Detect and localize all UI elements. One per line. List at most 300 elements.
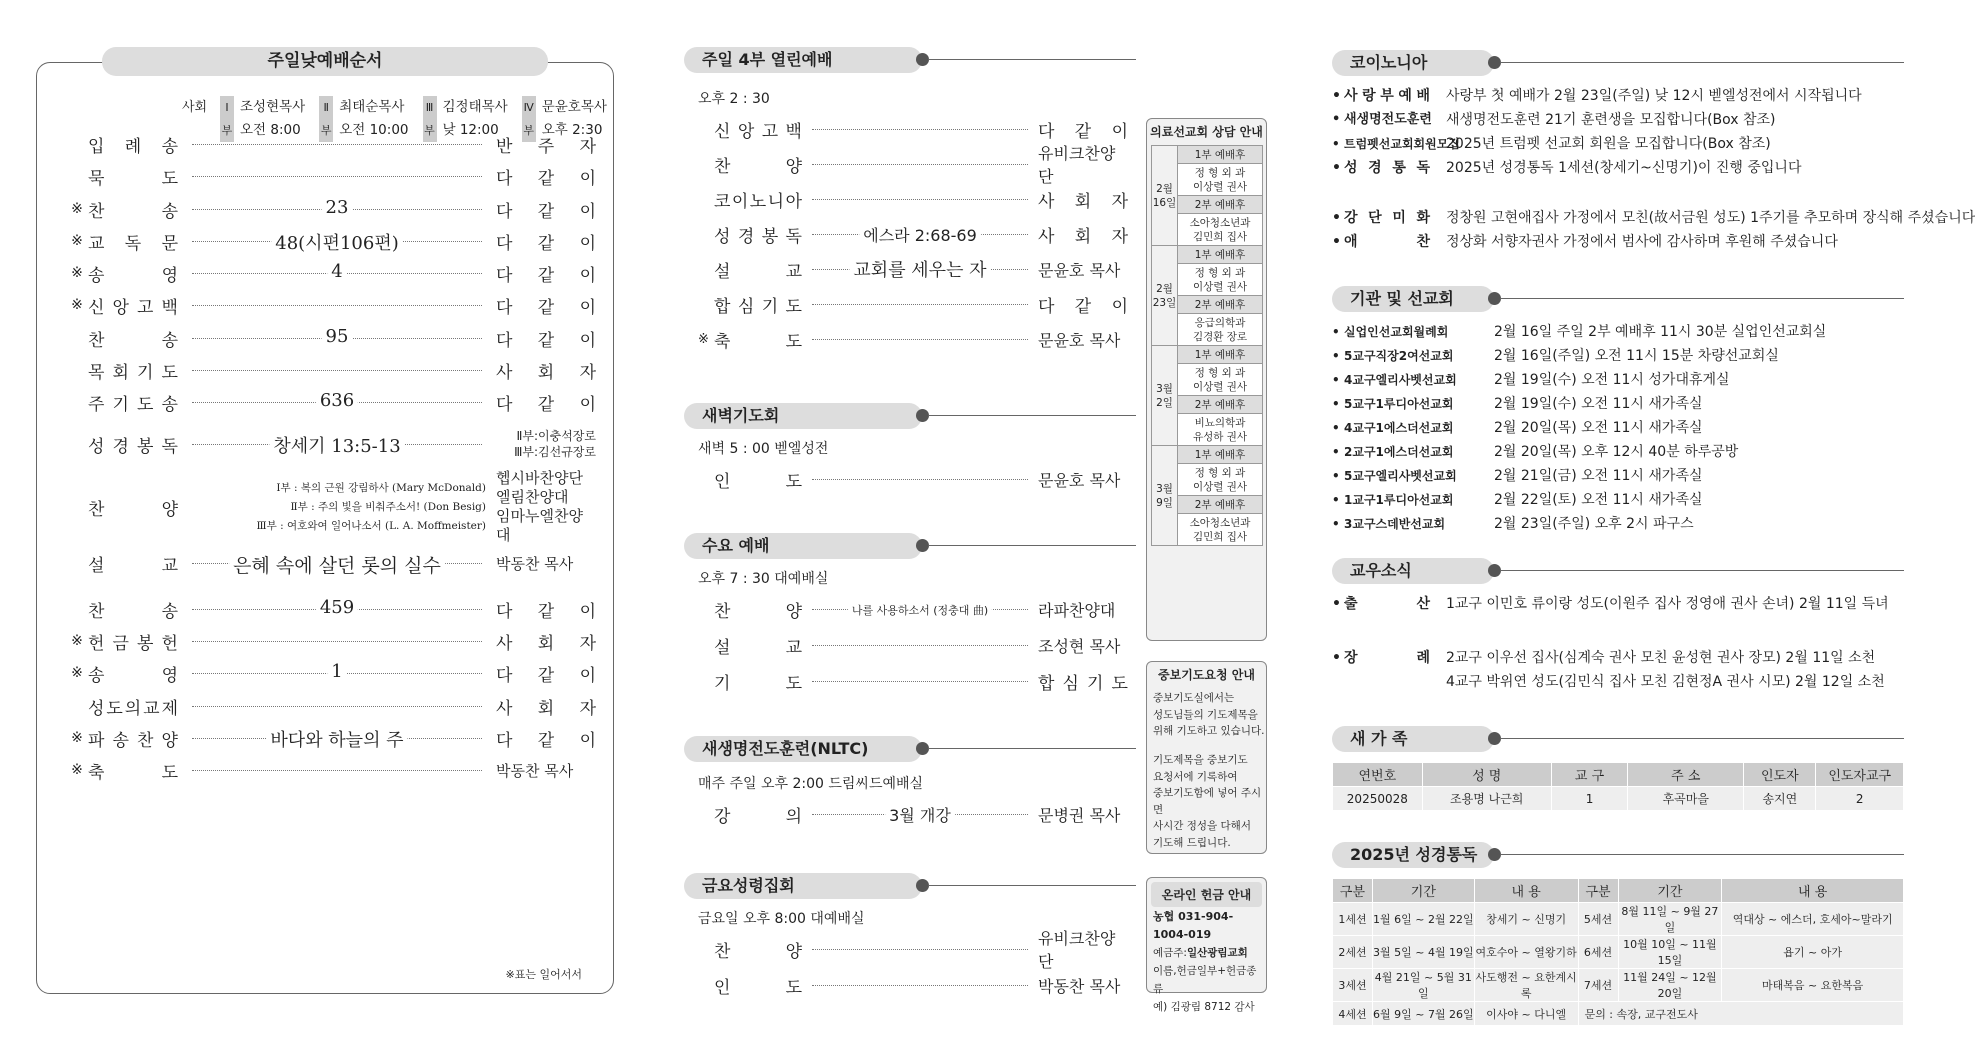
item-leader-char: 다 (496, 201, 513, 222)
item-leader-char: 다 (496, 233, 513, 254)
consult-slot: 1부 예배후 (1178, 146, 1263, 164)
birth-text: 1교구 이민호 류이랑 성도(이원주 집사 정영애 권사 손녀) 2월 11일 득녀 (1446, 596, 1889, 612)
table-cell: 8월 11일 ~ 9월 27일 (1618, 903, 1722, 936)
consult-slot: 1부 예배후 (1178, 346, 1263, 364)
order-row (66, 326, 596, 350)
anthem-line: Ⅱ부 : 주의 빛을 비춰주소서! (Don Besig) (290, 500, 486, 513)
leader-time: 낮 12:00 (442, 122, 499, 138)
medical-title: 의료선교회 상담 안내 (1150, 125, 1263, 139)
item-leader (496, 661, 596, 686)
item-content: 1 (327, 661, 346, 682)
item-name-char: 찬 (88, 201, 105, 222)
leader-name: 문윤호목사 (541, 99, 607, 115)
order-row (66, 197, 596, 221)
sermon-title: 은혜 속에 살던 롯의 실수 (229, 551, 445, 578)
leader-dots (192, 661, 482, 685)
item-name (714, 669, 802, 694)
item-content: 95 (322, 326, 353, 347)
item-leader-char: 다 (1038, 121, 1055, 142)
leader-name: 조성현목사 (240, 99, 306, 115)
table-cell: 문의 : 속장, 교구전도사 (1578, 1002, 1903, 1026)
item-name-char: 설 (88, 555, 105, 576)
item-name-char: 성 (88, 698, 105, 719)
news-key (1332, 230, 1430, 254)
consult-slot: 2부 예배후 (1178, 196, 1263, 214)
item-leader-char: 사 (496, 362, 513, 383)
order-row (66, 132, 596, 156)
table-cell: 1세션 (1333, 903, 1373, 936)
news-item (1332, 206, 1975, 230)
item-leader (1038, 328, 1128, 351)
item-name-char: 봉 (761, 226, 779, 247)
section-header (684, 736, 1136, 762)
item-name-char: 찬 (714, 156, 731, 177)
koinonia-list (1332, 84, 1862, 180)
item-name-char: 송 (88, 265, 105, 286)
item-name (714, 152, 802, 177)
item-leader-char: 이 (579, 297, 596, 318)
service-row (698, 632, 1128, 658)
doctor-line: 이상렬 권사 (1192, 380, 1248, 393)
consult-slot: 2부 예배후 (1178, 496, 1263, 514)
missions-header (1332, 286, 1904, 312)
leader-dots (812, 972, 1028, 998)
table-cell: 2 (1816, 787, 1904, 811)
service-row (698, 144, 1128, 186)
item-leader (496, 629, 596, 654)
news-item (1332, 320, 1826, 344)
doctor-line: 이상렬 권사 (1192, 280, 1248, 293)
item-name-char: 이 (731, 191, 749, 212)
news-key-text: • 3교구스데반선교회 (1344, 517, 1446, 531)
item-name (88, 326, 178, 351)
prayer-line: 기도해 드립니다. (1153, 836, 1231, 849)
news-key-text: • 새생명전도훈련 (1344, 112, 1432, 127)
item-name-char: 양 (161, 499, 178, 520)
table-header: 성 명 (1422, 763, 1551, 787)
news-key-char: 화 (1416, 210, 1430, 226)
leader-dots (192, 694, 482, 718)
news-key-text: • 5교구엘리사벳선교회 (1344, 469, 1457, 483)
prayer-request-box (1146, 661, 1267, 854)
leader-dots (812, 326, 1028, 352)
item-name-char: 신 (714, 121, 731, 142)
leader-dots (812, 256, 1028, 282)
item-name-char: 봉 (137, 436, 154, 457)
section-title: 수요 예배 (684, 533, 922, 559)
item-leader-text: 문윤호 목사 (1038, 260, 1121, 280)
medical-consult-box (1146, 118, 1267, 641)
table-header: 기간 (1372, 879, 1474, 903)
leader-dots (192, 358, 482, 382)
table-cell: 역대상 ~ 에스더, 호세아~말라기 (1722, 903, 1904, 936)
sermon-row (66, 551, 596, 575)
item-leader (1038, 258, 1128, 281)
news-key-char: 배 (1416, 88, 1430, 104)
item-leader-text: 유비크찬양단 (1038, 929, 1116, 971)
news-value: 정상화 서향자권사 가정에서 범사에 감사하며 후원해 주셨습니다 (1446, 234, 1838, 250)
item-name-char: 찬 (714, 941, 731, 962)
service-row (698, 256, 1128, 282)
news-value: 2월 20일(목) 오후 12시 40분 하루공방 (1494, 444, 1739, 460)
newfamily-header (1332, 726, 1904, 752)
reading-table (1332, 878, 1904, 1026)
scripture-ref: 창세기 13:5-13 (269, 432, 404, 458)
item-name-char: 양 (785, 156, 802, 177)
item-leader-char: 회 (537, 633, 555, 654)
item-name-char: 도 (161, 362, 178, 383)
leader-dots (192, 132, 482, 156)
leader-time: 오전 10:00 (339, 122, 409, 138)
item-name (88, 261, 178, 286)
item-name-char: 교 (161, 555, 178, 576)
leader-dots (192, 293, 482, 317)
standing-mark: ※ (71, 233, 83, 249)
item-name-char: 도 (106, 698, 123, 719)
item-name-char: 노 (749, 191, 767, 212)
item-name (88, 358, 178, 383)
table-cell: 4월 21일 ~ 5월 31일 (1372, 969, 1474, 1002)
section-title: 새생명전도훈련(NLTC) (684, 736, 922, 762)
item-name (88, 551, 178, 576)
item-name (714, 257, 802, 282)
item-leader-char: 이 (1111, 296, 1128, 317)
item-leader-text: 유비크찬양단 (1038, 144, 1116, 186)
table-header: 내 용 (1474, 879, 1578, 903)
item-name-char: 양 (785, 601, 802, 622)
news-key-char: 독 (1416, 160, 1430, 176)
anthem-row (66, 469, 596, 544)
item-leader-char: 이 (579, 330, 596, 351)
item-leader (496, 326, 596, 351)
leader-name: 김정태목사 (442, 99, 508, 115)
table-cell: 마태복음 ~ 요한복음 (1722, 969, 1904, 1002)
item-name-char: 송 (112, 730, 129, 751)
table-header: 연번호 (1333, 763, 1423, 787)
consult-doctor (1178, 264, 1263, 296)
news-value: 2월 23일(주일) 오후 2시 파구스 (1494, 516, 1694, 532)
table-cell: 3월 5일 ~ 4월 19일 (1372, 936, 1474, 969)
order-row (66, 758, 596, 782)
order-row (66, 293, 596, 317)
item-name-char: 강 (714, 806, 731, 827)
standing-mark: ※ (71, 762, 83, 778)
header-line (1500, 62, 1904, 63)
item-name-char: 도 (161, 762, 178, 783)
news-key-char: 찬 (1416, 234, 1430, 250)
doctor-line: 소아청소년과 (1189, 516, 1251, 529)
news-item (1332, 392, 1826, 416)
anthem-choirs (496, 469, 596, 545)
item-leader (496, 694, 596, 719)
table-header: 인도자교구 (1816, 763, 1904, 787)
service-row (698, 466, 1128, 492)
item-name (714, 802, 802, 827)
funeral-key: • 장 례 (1332, 646, 1430, 670)
item-name-char: 송 (161, 394, 178, 415)
table-header: 인도자 (1744, 763, 1816, 787)
news-key (1332, 206, 1430, 230)
item-name (88, 132, 178, 157)
news-key-char: • 사 (1344, 88, 1358, 104)
leader-dots (812, 632, 1028, 658)
item-name (714, 327, 802, 352)
item-leader-char: 같 (537, 297, 555, 318)
item-name-char: 기 (714, 673, 731, 694)
consult-date: 3월 9일 (1152, 446, 1178, 546)
news-key-char: 통 (1392, 160, 1406, 176)
item-leader-char: 반 (496, 136, 513, 157)
item-name-char: 회 (112, 362, 129, 383)
section-title: 새벽기도회 (684, 403, 922, 429)
item-name-char: 송 (88, 665, 105, 686)
doctor-line: 이상렬 권사 (1192, 480, 1248, 493)
item-name (714, 222, 802, 247)
item-name-char: 례 (124, 136, 142, 157)
doctor-line: 김경환 장로 (1192, 330, 1248, 343)
table-cell: 6월 9일 ~ 7월 26일 (1372, 1002, 1474, 1026)
item-name (88, 229, 178, 254)
item-leader-char: 같 (537, 330, 555, 351)
item-name-char: 찬 (714, 601, 731, 622)
leader-time: 오전 8:00 (240, 122, 301, 138)
item-leader-char: 사 (496, 633, 513, 654)
online-title: 온라인 헌금 안내 (1151, 882, 1262, 907)
item-leader-char: 자 (1111, 226, 1128, 247)
reading-header (1332, 842, 1904, 868)
standing-mark: ※ (71, 201, 83, 217)
item-name-char: 송 (161, 201, 178, 222)
koinonia-header (1332, 50, 1904, 76)
item-name-char: 도 (785, 296, 802, 317)
item-name-char: 도 (137, 394, 154, 415)
item-leader (496, 293, 596, 318)
table-cell: 조용명 나근희 (1422, 787, 1551, 811)
service-row (698, 291, 1128, 317)
item-content: 나를 사용하소서 (정충대 曲) (848, 602, 992, 618)
item-name-char: 독 (124, 233, 142, 254)
item-leader-char: 사 (1038, 191, 1055, 212)
table-cell: 1월 6일 ~ 2월 22일 (1372, 903, 1474, 936)
table-cell: 욥기 ~ 아가 (1722, 936, 1904, 969)
news-item (1332, 512, 1826, 536)
service-row (698, 221, 1128, 247)
item-content: 에스라 2:68-69 (859, 223, 981, 246)
online-account: 농협 031-904-1004-019 (1153, 910, 1234, 941)
newfamily-table (1332, 762, 1904, 811)
doctor-line: 유성하 권사 (1192, 430, 1248, 443)
item-name-char: 인 (714, 977, 731, 998)
item-name-char: 찬 (88, 330, 105, 351)
leader-dots (812, 291, 1028, 317)
consult-date: 2월 23일 (1152, 246, 1178, 346)
item-name (88, 629, 178, 654)
item-leader-char: 합 (1038, 673, 1055, 694)
order-row (66, 726, 596, 750)
table-header: 교 구 (1551, 763, 1628, 787)
news-key (1332, 464, 1480, 488)
item-name-char: 설 (714, 637, 731, 658)
leader-name: 최태순목사 (339, 99, 405, 115)
funeral-text-2: 4교구 박위연 성도(김민식 집사 모친 김현정A 권사 시모) 2월 12일 소천 (1446, 674, 1885, 690)
header-line (928, 415, 1136, 416)
item-leader (496, 760, 596, 781)
order-row (66, 390, 596, 414)
news-key-char: • 애 (1344, 234, 1358, 250)
item-content: 636 (316, 390, 358, 411)
prayer-text-1 (1153, 690, 1264, 740)
item-name-char: 아 (785, 191, 802, 212)
item-leader-char: 자 (579, 136, 596, 157)
item-name-char: 코 (714, 191, 731, 212)
item-leader (496, 390, 596, 415)
item-name-char: 백 (785, 121, 802, 142)
service-row (698, 116, 1128, 142)
item-leader (496, 597, 596, 622)
item-leader-char: 다 (496, 665, 513, 686)
news-value: 2월 22일(토) 오전 11시 새가족실 (1494, 492, 1703, 508)
item-name-char: 축 (88, 762, 105, 783)
item-name-char: 교 (88, 233, 105, 254)
item-leader-char: 이 (579, 233, 596, 254)
table-cell: 6세션 (1578, 936, 1618, 969)
news-item (1332, 132, 1862, 156)
news-value: 2월 16일 주일 2부 예배후 11시 30분 실업인선교회실 (1494, 324, 1827, 340)
item-name-char: 찬 (88, 601, 105, 622)
news-value: 2025년 트럼펫 선교회 회원을 모집합니다(Box 참조) (1446, 136, 1771, 152)
news-value: 사랑부 첫 예배가 2월 23일(주일) 낮 12시 벧엘성전에서 시작됩니다 (1446, 88, 1862, 104)
item-leader-char: 다 (496, 168, 513, 189)
item-leader-text: 박동찬 목사 (496, 554, 574, 573)
leader-dots (812, 186, 1028, 212)
doctor-line: 정 형 외 과 (1194, 166, 1246, 179)
item-leader-char: 자 (579, 698, 596, 719)
table-cell: 창세기 ~ 신명기 (1474, 903, 1578, 936)
bu-label: 부 (220, 119, 234, 142)
item-name-char: 의 (124, 698, 142, 719)
order-row (66, 229, 596, 253)
item-name-char: 백 (161, 297, 178, 318)
news-value: 정창원 고현애집사 가정에서 모친(故서금원 성도) 1주기를 추모하며 장식해 주셨습니다 (1446, 210, 1975, 226)
item-name-char: 고 (761, 121, 779, 142)
order-title: 주일낮예배순서 (102, 47, 548, 76)
item-name (714, 292, 802, 317)
leader-time: 오후 2:30 (541, 122, 603, 138)
item-content: 바다와 하늘의 주 (266, 726, 407, 752)
news-key-text: • 트럼펫선교회회원모집 (1344, 137, 1460, 151)
item-leader-char: 자 (579, 633, 596, 654)
consult-doctor (1178, 214, 1263, 246)
item-leader-char: 다 (496, 394, 513, 415)
item-name-char: 독 (161, 436, 178, 457)
leader-dots (192, 261, 482, 285)
news-value: 2월 19일(수) 오전 11시 새가족실 (1494, 396, 1703, 412)
header-line (928, 748, 1136, 749)
news-key-char: • 성 (1344, 160, 1358, 176)
news-value: 새생명전도훈련 21기 훈련생을 모집합니다(Box 참조) (1446, 112, 1776, 128)
item-leader (1038, 669, 1128, 694)
doctor-line: 정 형 외 과 (1194, 366, 1246, 379)
item-name-char: 기 (112, 394, 129, 415)
item-leader (496, 229, 596, 254)
table-header: 내 용 (1722, 879, 1904, 903)
item-leader-char: 이 (579, 265, 596, 286)
prayer-line: 사시간 정성을 다해서 (1153, 820, 1251, 832)
item-leader-char: 다 (496, 601, 513, 622)
item-leader-char: 같 (537, 730, 555, 751)
standing-mark: ※ (698, 331, 709, 347)
news-key-text: • 4교구엘리사벳선교회 (1344, 373, 1457, 387)
item-leader-char: 회 (537, 698, 555, 719)
item-name (88, 164, 178, 189)
service-row (698, 972, 1128, 998)
service-row (698, 186, 1128, 212)
item-leader (1038, 634, 1128, 657)
service-time: 오후 2 : 30 (698, 91, 770, 107)
missions-list (1332, 320, 1826, 536)
table-cell: 11월 24일 ~ 12월 20일 (1618, 969, 1722, 1002)
item-name-char: 도 (785, 471, 802, 492)
item-leader (496, 553, 596, 574)
news-key (1332, 512, 1480, 536)
item-name (714, 187, 802, 212)
news-key (1332, 132, 1460, 156)
item-name-char: 설 (714, 261, 731, 282)
choir-name: 엘림찬양대 (496, 488, 569, 506)
order-row (66, 694, 596, 718)
leader-dots (812, 801, 1028, 827)
doctor-line: 소아청소년과 (1189, 216, 1251, 229)
item-leader-char: 이 (579, 665, 596, 686)
table-cell: 10월 10일 ~ 11월 15일 (1618, 936, 1722, 969)
leader-dots (192, 758, 482, 782)
item-content: 교회를 세우는 자 (849, 256, 990, 282)
item-leader (1038, 292, 1128, 317)
leader-dots (192, 597, 482, 621)
order-row (66, 261, 596, 285)
item-leader (1038, 598, 1128, 621)
item-name-char: 기 (761, 296, 779, 317)
item-name-char: 송 (161, 136, 178, 157)
consult-doctor (1178, 464, 1263, 496)
item-content: 459 (316, 597, 358, 618)
news-value: 2월 21일(금) 오전 11시 새가족실 (1494, 468, 1703, 484)
order-row (66, 358, 596, 382)
order-row (66, 629, 596, 653)
item-leader-char: 같 (537, 665, 555, 686)
header-line (1500, 738, 1904, 739)
item-name-char: 의 (785, 806, 802, 827)
news-item (1332, 230, 1975, 254)
item-leader (1038, 468, 1128, 491)
item-name (88, 197, 178, 222)
table-cell: 송지연 (1744, 787, 1816, 811)
item-name (88, 390, 178, 415)
item-name-char: 영 (161, 265, 178, 286)
service-row (698, 596, 1128, 622)
item-name (714, 117, 802, 142)
table-cell: 7세션 (1578, 969, 1618, 1002)
leader-dots (192, 726, 482, 750)
item-leader-char: 회 (1074, 191, 1092, 212)
news-key (1332, 320, 1480, 344)
prayer-text-2 (1153, 752, 1266, 851)
item-name-char: 교 (143, 698, 160, 719)
section-title: 금요성령집회 (684, 873, 922, 899)
order-row (66, 661, 596, 685)
news-key-char: 단 (1368, 210, 1382, 226)
item-leader-char: 회 (1074, 226, 1092, 247)
